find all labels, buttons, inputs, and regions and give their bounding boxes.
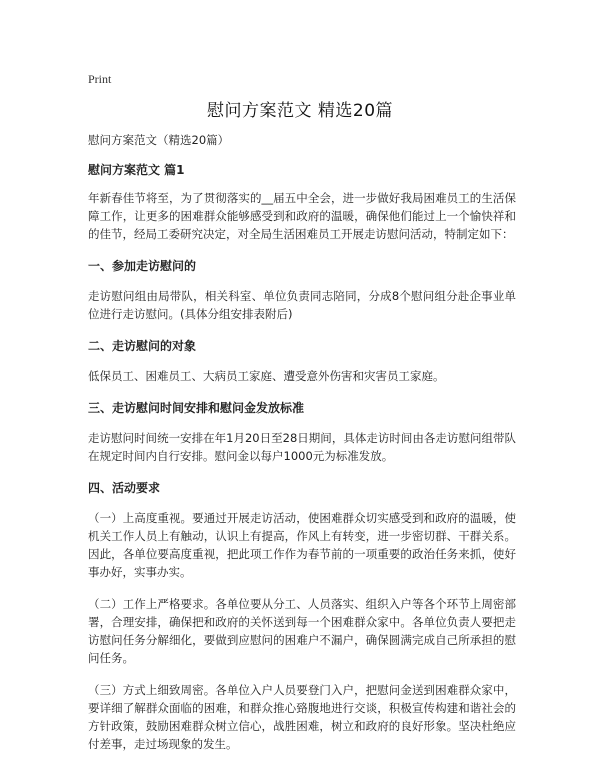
section-heading: 三、走访慰问时间安排和慰问金发放标准 <box>88 401 305 415</box>
section-paragraph: 走访慰问时间统一安排在年1月20日至28日期间，具体走访时间由各走访慰问组带队在规定时间内自行安排。慰问金以每户1000元为标准发放。 <box>88 431 516 463</box>
page-title: 慰问方案范文 精选20篇 <box>206 101 394 121</box>
section-paragraph: （二）工作上严格要求。各单位要从分工、人员落实、组织入户等各个环节上周密部署，合理安排，确保把和政府的关怀送到每一个困难群众家中。各单位负责人要把走访慰问任务分解细化，要做到应慰问的困难户不漏户，确保圆满完成自己所承担的慰问任务。 <box>88 597 516 665</box>
document-subtitle: 慰问方案范文（精选20篇） <box>88 133 230 147</box>
section-paragraph: （三）方式上细致周密。各单位入户人员要登门入户，把慰问金送到困难群众家中，要详细了解群众面临的困难，和群众推心臵腹地进行交谈，积极宣传构建和谐社会的方针政策，鼓励困难群众树立信心，战胜困难，树立和政府的良好形象。坚决杜绝应付差事，走过场现象的发生。 <box>88 683 516 751</box>
print-link[interactable]: Print <box>88 72 112 86</box>
section-paragraph: 走访慰问组由局带队，相关科室、单位负责同志陪同，分成8个慰问组分赴企事业单位进行走访慰问。(具体分组安排表附后) <box>88 289 516 321</box>
document-body <box>88 131 516 767</box>
section-paragraph: （一）上高度重视。要通过开展走访活动，使困难群众切实感受到和政府的温暖，使机关工作人员上有触动，认识上有提高，作风上有转变，进一步密切群、干群关系。因此，各单位要高度重视，把此项工作作为春节前的一项重要的政治任务来抓，使好事办好，实事办实。 <box>88 511 516 579</box>
section-heading: 二、走访慰问的对象 <box>88 339 197 353</box>
section-paragraph: 低保员工、困难员工、大病员工家庭、遭受意外伤害和灾害员工家庭。 <box>88 369 445 383</box>
section-heading: 一、参加走访慰问的 <box>88 259 197 273</box>
intro-paragraph: 年新春佳节将至，为了贯彻落实的__届五中全会，进一步做好我局困难员工的生活保障工作，让更多的困难群众能够感受到和政府的温暖，确保他们能过上一个愉快祥和的佳节，经局工委研究决定，对全局生活困难员工开展走访慰问活动，特制定如下： <box>88 191 516 241</box>
article-title: 慰问方案范文 篇1 <box>88 163 185 177</box>
section-heading: 四、活动要求 <box>88 481 161 495</box>
